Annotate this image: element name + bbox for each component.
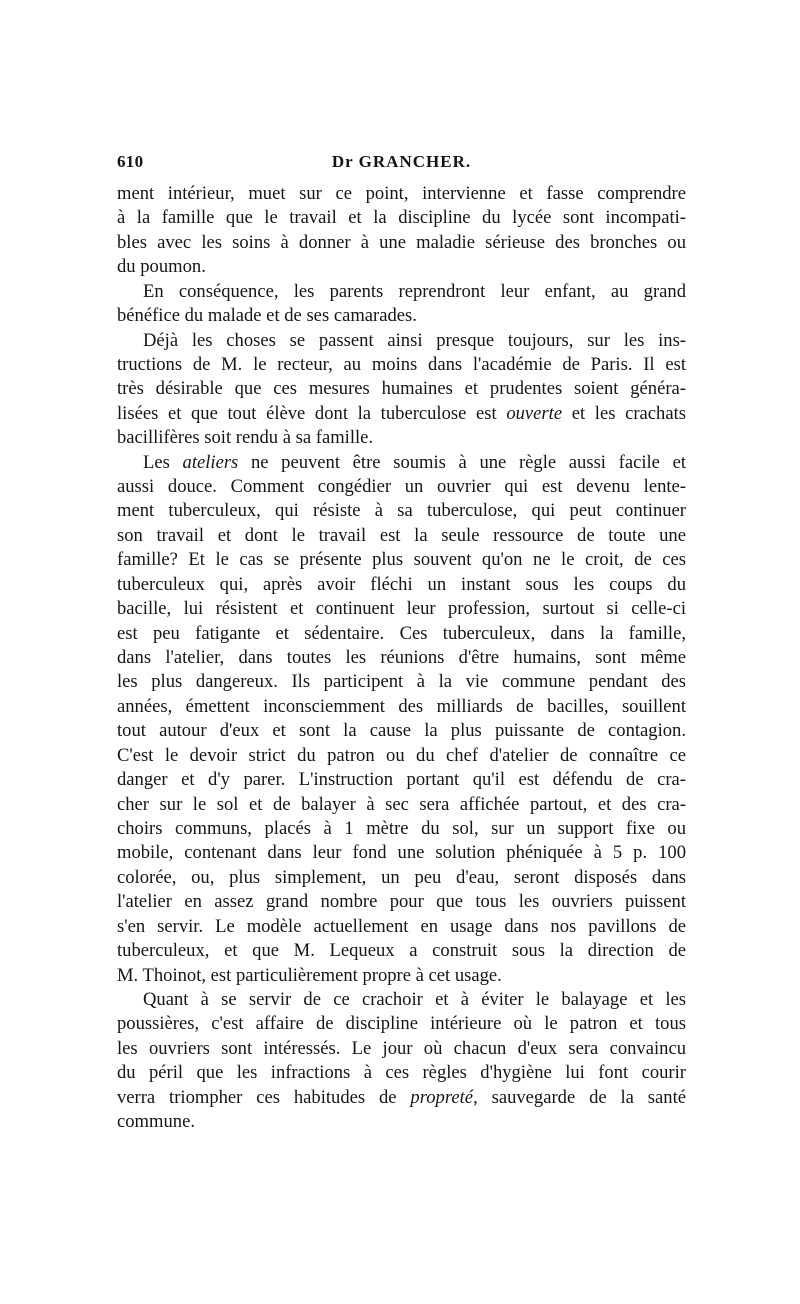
text-line: M. Thoinot, est particulièrement propre à cet usage. bbox=[117, 964, 502, 986]
text-line: à la famille que le travail et la discipline du lycée sont incompati- bbox=[117, 207, 686, 229]
page-header bbox=[117, 152, 686, 182]
emphasized-word: ateliers bbox=[182, 451, 239, 473]
text-line: commune. bbox=[117, 1111, 195, 1133]
text-line: son travail et dont le travail est la seule ressource de toute une bbox=[117, 524, 686, 546]
text-line: s'en servir. Le modèle actuellement en usage dans nos pavillons de bbox=[117, 915, 686, 937]
text-line: les plus dangereux. Ils participent à la vie commune pendant des bbox=[117, 671, 686, 693]
emphasized-word: propreté bbox=[410, 1086, 474, 1108]
text-line: cher sur le sol et de balayer à sec sera affichée partout, et des cra- bbox=[117, 793, 686, 815]
text-line: famille? Et le cas se présente plus souvent qu'on ne le croit, de ces bbox=[117, 549, 686, 571]
paragraph-4 bbox=[117, 451, 686, 988]
text-line: mobile, contenant dans leur fond une solution phéniquée à 5 p. 100 bbox=[117, 842, 686, 864]
emphasized-word: ouverte bbox=[506, 402, 563, 424]
text-line: Quant à se servir de ce crachoir et à éviter le balayage et les bbox=[143, 988, 686, 1010]
text-line: aussi douce. Comment congédier un ouvrier qui est devenu lente- bbox=[117, 476, 686, 498]
text-line: tuberculeux, et que M. Lequeux a construit sous la direction de bbox=[117, 940, 686, 962]
text-line: colorée, ou, plus simplement, un peu d'eau, seront disposés dans bbox=[117, 866, 686, 888]
running-title: Dr GRANCHER. bbox=[331, 152, 472, 171]
text-line: bacille, lui résistent et continuent leur profession, surtout si celle-ci bbox=[117, 598, 686, 620]
text-line: très désirable que ces mesures humaines et prudentes soient généra- bbox=[117, 378, 686, 400]
text-line: l'atelier en assez grand nombre pour que tous les ouvriers puissent bbox=[117, 891, 686, 913]
text-line: En conséquence, les parents reprendront leur enfant, au grand bbox=[143, 280, 686, 302]
text-line: dans l'atelier, dans toutes les réunions d'être humains, sont même bbox=[117, 647, 686, 669]
text-line: Déjà les choses se passent ainsi presque toujours, sur les ins- bbox=[143, 329, 686, 351]
paragraph-5 bbox=[117, 988, 686, 1135]
text-line: est peu fatigante et sédentaire. Ces tuberculeux, dans la famille, bbox=[117, 622, 686, 644]
body-text bbox=[117, 182, 686, 1134]
text-line: danger et d'y parer. L'instruction portant qu'il est défendu de cra- bbox=[117, 769, 686, 791]
text-line: bacillifères soit rendu à sa famille. bbox=[117, 427, 374, 449]
text-line: tout autour d'eux et sont la cause la plus puissante de contagion. bbox=[117, 720, 686, 742]
text-line: bénéfice du malade et de ses camarades. bbox=[117, 305, 417, 327]
text-line: années, émettent inconsciemment des milliards de bacilles, souillent bbox=[117, 695, 686, 717]
text-line: Les ateliers ne peuvent être soumis à une règle aussi facile et bbox=[143, 451, 686, 473]
text-line: bles avec les soins à donner à une maladie sérieuse des bronches ou bbox=[117, 231, 686, 253]
text-line: poussières, c'est affaire de discipline intérieure où le patron et tous bbox=[117, 1013, 686, 1035]
paragraph-2 bbox=[117, 280, 686, 329]
paragraph-1 bbox=[117, 182, 686, 280]
text-line: ment intérieur, muet sur ce point, intervienne et fasse comprendre bbox=[117, 183, 686, 204]
text-line: lisées et que tout élève dont la tuberculose est ouverte et les crachats bbox=[117, 402, 686, 424]
text-line: les ouvriers sont intéressés. Le jour où chacun d'eux sera convaincu bbox=[117, 1037, 686, 1059]
paragraph-3 bbox=[117, 329, 686, 451]
text-line: ment tuberculeux, qui résiste à sa tuberculose, qui peut continuer bbox=[117, 500, 686, 522]
text-line: verra triompher ces habitudes de propreté, sauvegarde de la santé bbox=[117, 1086, 686, 1108]
text-line: du poumon. bbox=[117, 256, 206, 278]
text-line: du péril que les infractions à ces règles d'hygiène lui font courir bbox=[117, 1062, 686, 1084]
text-line: tructions de M. le recteur, au moins dans l'académie de Paris. Il est bbox=[117, 353, 686, 375]
text-line: tuberculeux qui, après avoir fléchi un instant sous les coups du bbox=[117, 573, 686, 595]
page-number: 610 bbox=[117, 152, 144, 171]
text-line: choirs communs, placés à 1 mètre du sol, sur un support fixe ou bbox=[117, 817, 686, 839]
text-line: C'est le devoir strict du patron ou du chef d'atelier de connaître ce bbox=[117, 744, 686, 766]
